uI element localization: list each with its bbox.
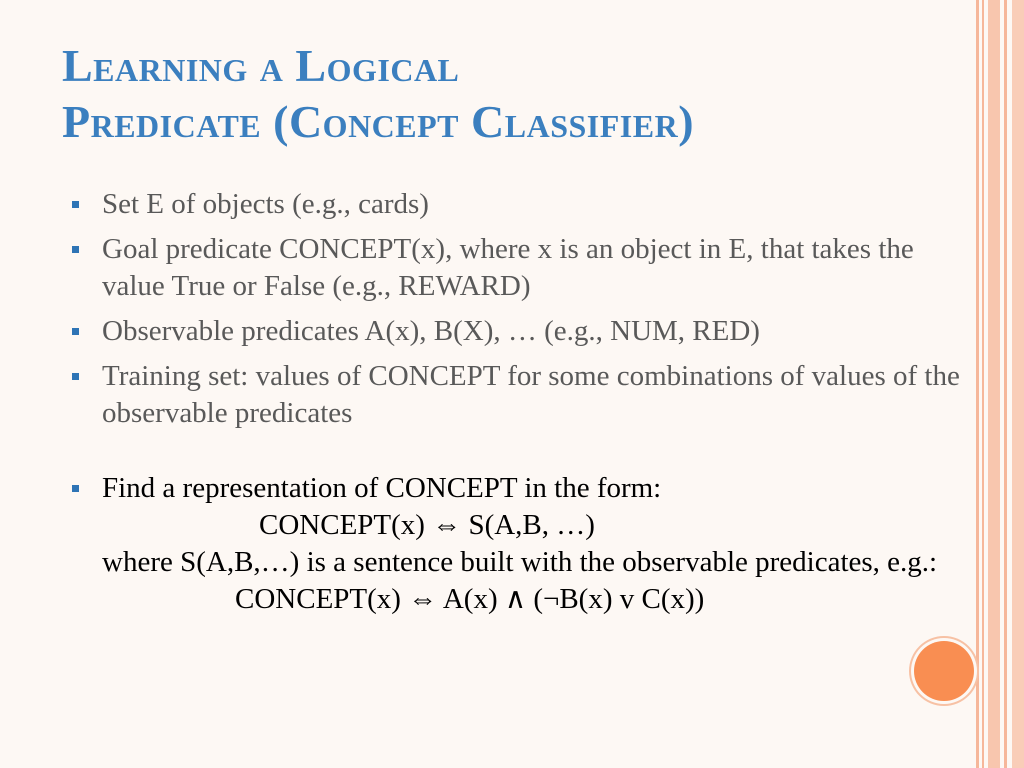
bullet-text: Set E of objects (e.g., cards) (102, 188, 429, 220)
list-item (70, 231, 975, 305)
formula-example: CONCEPT(x) ⇔ A(x) ∧ (¬B(x) v C(x)) (235, 583, 705, 615)
bullet-list (70, 186, 975, 626)
bullet-icon (72, 201, 79, 208)
list-item (70, 313, 975, 350)
slide-title (62, 38, 942, 150)
formula-concept-equivalence: CONCEPT(x) ⇔ S(A,B, …) (259, 509, 595, 541)
list-item-find (70, 470, 975, 618)
title-line-2: Predicate (Concept Classifier) (62, 96, 695, 147)
bullet-icon (72, 373, 79, 380)
list-item (70, 358, 975, 432)
find-where-text: where S(A,B,…) is a sentence built with the observable predicates, e.g.: (102, 546, 938, 578)
decorative-circle (914, 641, 974, 701)
bullet-text: Goal predicate CONCEPT(x), where x is an object in E, that takes the value True or False (e.g., REWARD) (102, 233, 914, 302)
bullet-icon (72, 246, 79, 253)
decorative-stripes (976, 0, 1024, 768)
bullet-icon (72, 485, 79, 492)
bullet-text: Observable predicates A(x), B(X), … (e.g., NUM, RED) (102, 315, 760, 347)
find-text: Find a representation of CONCEPT in the form: (102, 472, 662, 504)
stripe (982, 0, 984, 768)
title-line-1: Learning a Logical (62, 40, 460, 91)
stripe (988, 0, 1000, 768)
list-item (70, 186, 975, 223)
stripe (1012, 0, 1024, 768)
stripe (976, 0, 979, 768)
stripe (1004, 0, 1007, 768)
bullet-text: Training set: values of CONCEPT for some combinations of values of the observable predicates (102, 360, 960, 429)
bullet-icon (72, 328, 79, 335)
